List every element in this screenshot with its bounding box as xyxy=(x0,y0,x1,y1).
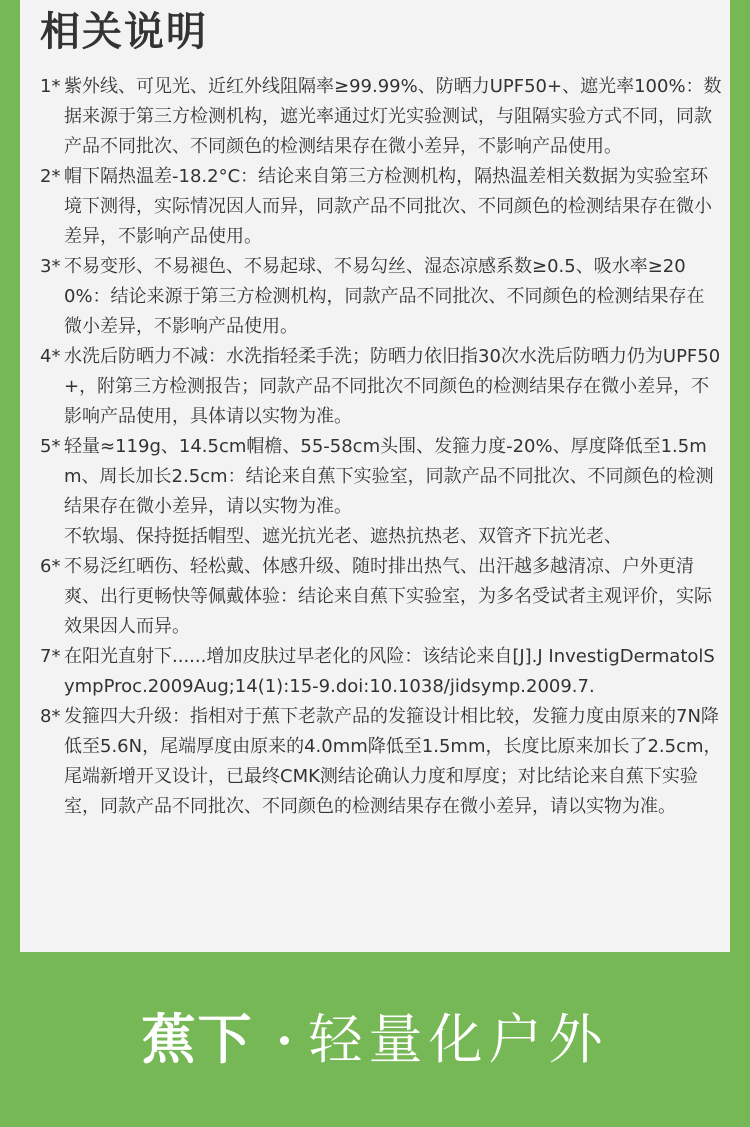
note-item xyxy=(40,342,722,432)
note-item xyxy=(40,432,722,522)
note-number: 2* xyxy=(40,166,61,187)
separator-dot-icon xyxy=(280,1036,289,1045)
note-number: 1* xyxy=(40,76,61,97)
brand-tagline: 轻量化户外 xyxy=(308,1008,609,1071)
note-text: 紫外线、可见光、近红外线阻隔率≥99.99%、防晒力UPF50+、遮光率100%：数据来源于第三方检测机构，遮光率通过灯光实验测试，与阻隔实验方式不同，同款产品不同批次、不同颜色的检测结果存在微小差异，不影响产品使用。 xyxy=(64,76,722,157)
note-text: 水洗后防晒力不减：水洗指轻柔手洗；防晒力依旧指30次水洗后防晒力仍为UPF50+，附第三方检测报告；同款产品不同批次不同颜色的检测结果存在微小差异，不影响产品使用，具体请以实物为准。 xyxy=(64,346,721,427)
note-text: 帽下隔热温差-18.2°C：结论来自第三方检测机构，隔热温差相关数据为实验室环境下测得，实际情况因人而异，同款产品不同批次、不同颜色的检测结果存在微小差异，不影响产品使用。 xyxy=(64,166,712,247)
note-number: 3* xyxy=(40,256,61,277)
note-number: 8* xyxy=(40,706,61,727)
note-text: 不易变形、不易褪色、不易起球、不易勾丝、湿态凉感系数≥0.5、吸水率≥200%：结论来源于第三方检测机构，同款产品不同批次、不同颜色的检测结果存在微小差异，不影响产品使用。 xyxy=(64,256,705,337)
note-item xyxy=(40,72,722,162)
note-item xyxy=(40,522,722,552)
note-text: 轻量≈119g、14.5cm帽檐、55-58cm头围、发箍力度-20%、厚度降低至1.5mm、周长加长2.5cm：结论来自蕉下实验室，同款产品不同批次、不同颜色的检测结果存在微小差异，请以实物为准。 xyxy=(64,436,714,517)
notes-list xyxy=(40,72,722,822)
note-number: 4* xyxy=(40,346,61,367)
note-text: 发箍四大升级：指相对于蕉下老款产品的发箍设计相比较，发箍力度由原来的7N降低至5.6N，尾端厚度由原来的4.0mm降低至1.5mm，长度比原来加长了2.5cm，尾端新增开叉设计，已最终CMK测结论确认力度和厚度；对比结论来自蕉下实验室，同款产品不同批次、不同颜色的检测结果存在微小差异，请以实物为准。 xyxy=(64,706,722,817)
note-number: 6* xyxy=(40,556,61,577)
note-item xyxy=(40,702,722,822)
brand-name: 蕉下 xyxy=(141,1008,254,1071)
note-item xyxy=(40,552,722,642)
note-text: 不易泛红晒伤、轻松戴、体感升级、随时排出热气、出汗越多越清凉、户外更清爽、出行更畅快等佩戴体验：结论来自蕉下实验室，为多名受试者主观评价，实际效果因人而异。 xyxy=(64,556,712,637)
note-text: 不软塌、保持挺括帽型、遮光抗光老、遮热抗热老、双管齐下抗光老、 xyxy=(64,526,622,547)
note-text: 在阳光直射下......增加皮肤过早老化的风险：该结论来自[J].J InvestigDermatolSympProc.2009Aug;14(1):15-9.doi:10.1038/jidsymp.2009.7. xyxy=(64,646,715,697)
note-item xyxy=(40,162,722,252)
note-number: 5* xyxy=(40,436,61,457)
page-title: 相关说明 xyxy=(40,9,208,55)
note-number: 7* xyxy=(40,646,61,667)
note-item xyxy=(40,642,722,702)
notes-card xyxy=(20,0,730,952)
note-item xyxy=(40,252,722,342)
footer-slogan xyxy=(0,990,750,1090)
